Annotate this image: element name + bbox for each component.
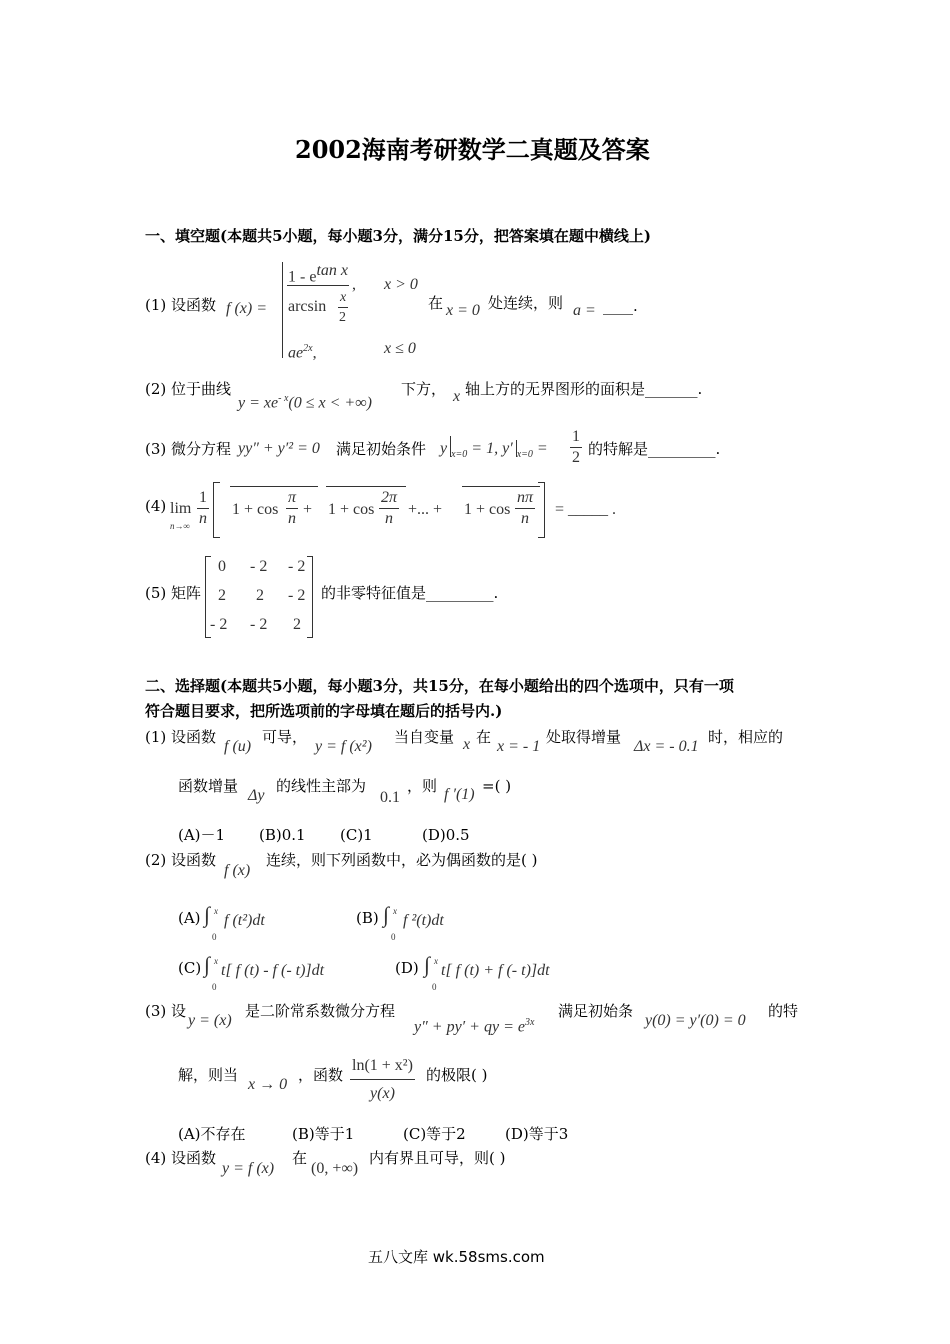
q3-rest: 的特解是_________. xyxy=(588,440,721,458)
q4-t1: 1 + cos xyxy=(232,501,279,518)
q1-label: (1) 设函数 xyxy=(145,296,217,314)
c2-option-a: (A) xyxy=(178,909,201,927)
q1-cond2: x ≤ 0 xyxy=(384,340,416,357)
q4-plus1: + xyxy=(303,501,313,518)
c2-c-hi: x xyxy=(214,956,218,966)
q5-m12: - 2 xyxy=(288,587,306,604)
q1-case2: $ae^{2x}$, xyxy=(288,343,317,362)
c2-c-expr: t[ f (t) - f (- t)]dt xyxy=(221,962,325,979)
c1-option-b: (B)0.1 xyxy=(259,826,306,844)
q1-arcsin: arcsin xyxy=(288,298,327,315)
q1-at: x = 0 xyxy=(446,302,480,319)
c1-corr: 时，相应的 xyxy=(708,728,784,746)
q2-curve: $y = xe^{- x}(0 \le x$ < +∞) xyxy=(238,393,372,412)
q5-m22: 2 xyxy=(293,616,301,633)
c1-label: (1) 设函数 xyxy=(145,728,217,746)
c2-rest: 连续，则下列函数中，必为偶函数的是( ) xyxy=(266,851,538,869)
c3-tail: 的特 xyxy=(768,1002,799,1020)
q4-blank: = _____ . xyxy=(555,501,617,518)
c2-c-integral: ∫ xyxy=(204,952,211,977)
c2-a-integral: ∫ xyxy=(204,902,211,927)
c1-fu: f (u) xyxy=(224,738,252,755)
q1-comma1: , xyxy=(352,276,356,293)
q5-m00: 0 xyxy=(218,558,226,575)
q5-m02: - 2 xyxy=(288,558,306,575)
c1-v: 0.1 xyxy=(380,789,400,806)
q1-x-num: x xyxy=(340,290,347,305)
c3-label: (3) 设 xyxy=(145,1002,187,1020)
q4-frac1: $\frac{\pi}{n}$ xyxy=(288,489,297,527)
q4-sqrt1 xyxy=(230,486,318,487)
c2-a-hi: x xyxy=(214,906,218,916)
q3-eq: yy″ + y′² = 0 xyxy=(238,440,320,457)
q3-label: (3) 微分方程 xyxy=(145,440,232,458)
q2-rest: 轴上方的无界图形的面积是_______. xyxy=(465,380,703,398)
c2-option-d: (D) xyxy=(395,959,419,977)
q4-t2: 1 + cos xyxy=(328,501,375,518)
q4-sqrt2 xyxy=(326,486,406,487)
q4-frac3: $\frac{n\pi}{n}$ xyxy=(517,489,534,527)
c2-option-c: (C) xyxy=(178,959,202,977)
q1-two: 2 xyxy=(339,310,346,325)
q4-left-bracket xyxy=(213,482,220,538)
c2-d-hi: x xyxy=(434,956,438,966)
c3-y: y = (x) xyxy=(188,1012,232,1029)
q5-m01: - 2 xyxy=(250,558,268,575)
q4-t3: 1 + cos xyxy=(464,501,511,518)
c1-fp: f ′(1) xyxy=(444,786,475,803)
c2-a-expr: f (t²)dt xyxy=(224,912,265,929)
section1-heading: 一、填空题(本题共5小题，每小题3分，满分15分，把答案填在题中横线上) xyxy=(145,227,651,245)
footer-source: 五八文库 wk.58sms.com xyxy=(368,1248,545,1266)
c2-b-lo: 0 xyxy=(391,932,396,942)
c3-line2a: 解，则当 xyxy=(178,1066,239,1084)
c3-cond: 满足初始条 xyxy=(558,1002,634,1020)
q1-blank: ____. xyxy=(603,297,638,315)
c2-a-lo: 0 xyxy=(212,932,217,942)
c1-option-c: (C)1 xyxy=(340,826,373,844)
c1-xv: x = - 1 xyxy=(497,738,541,755)
q1-middle: 在 xyxy=(428,294,444,312)
c1-when: 当自变量 xyxy=(394,728,455,746)
q1-case1-num: $1 - e^{tan x}$ xyxy=(288,262,348,286)
c3-option-d: (D)等于3 xyxy=(505,1125,569,1143)
q5-right-bracket xyxy=(307,556,313,638)
c1-option-a: (A)－1 xyxy=(178,826,226,844)
c3-line2b: ，函数 xyxy=(298,1066,344,1084)
c3-desc: 是二阶常系数微分方程 xyxy=(245,1002,396,1020)
c1-line2a: 函数增量 xyxy=(178,777,239,795)
q5-m21: - 2 xyxy=(250,616,268,633)
c2-c-lo: 0 xyxy=(212,982,217,992)
c1-y: y = f (x²) xyxy=(315,738,372,755)
q1-cond1: x > 0 xyxy=(384,276,418,293)
q4-right-bracket xyxy=(538,482,545,538)
q1-small-frac xyxy=(338,307,348,308)
c4-label: (4) 设函数 xyxy=(145,1149,217,1167)
q4-one-over-n: $\frac{1}{n}$ xyxy=(199,489,207,527)
c3-option-c: (C)等于2 xyxy=(403,1125,466,1143)
c1-x: x xyxy=(463,736,471,753)
section2-heading-line2: 符合题目要求，把所选项前的字母填在题后的括号内.) xyxy=(145,702,503,720)
c4-rest: 内有界且可导，则( ) xyxy=(369,1149,506,1167)
c2-fx: f (x) xyxy=(224,862,251,879)
c1-then: ，则 xyxy=(407,777,438,795)
q3-half: $\frac{1}{2}$ xyxy=(572,428,580,466)
section2-heading-line1: 二、选择题(本题共5小题，每小题3分，共15分，在每小题给出的四个选项中，只有一项 xyxy=(145,677,734,695)
q5-rest: 的非零特征值是_________. xyxy=(321,584,499,602)
c1-at: 在 xyxy=(476,728,492,746)
c2-option-b: (B) xyxy=(356,909,379,927)
c1-option-d: (D)0.5 xyxy=(422,826,470,844)
c2-d-integral: ∫ xyxy=(424,952,431,977)
c3-init: y(0) = y′(0) = 0 xyxy=(645,1012,746,1029)
q1-cont: 处连续，则 xyxy=(488,294,564,312)
c3-lim: x → 0 xyxy=(248,1076,288,1093)
c2-b-hi: x xyxy=(393,906,397,916)
q4-lim: lim xyxy=(170,500,192,517)
c3-eq: y″ + py′ + qy = $e^{3x}$ xyxy=(414,1017,535,1036)
c1-line2b: 的线性主部为 xyxy=(276,777,367,795)
q2-below: 下方， xyxy=(401,380,447,398)
q3-init: y $_{x=0}$ = 1, y′ $_{x=0}$ = xyxy=(440,440,548,464)
c1-incr: 处取得增量 xyxy=(546,728,622,746)
c2-label: (2) 设函数 xyxy=(145,851,217,869)
q1-a: a = xyxy=(573,302,596,319)
q5-label: (5) 矩阵 xyxy=(145,584,202,602)
q4-dots: +... + xyxy=(408,501,443,518)
c1-deriv: 可导， xyxy=(262,728,308,746)
c3-rest: 的极限( ) xyxy=(426,1066,488,1084)
q1-brace xyxy=(282,262,283,358)
q4-lim-sub: n→∞ xyxy=(170,521,190,531)
q4-sqrt3 xyxy=(462,486,540,487)
c3-option-b: (B)等于1 xyxy=(292,1125,355,1143)
q1-frac-line xyxy=(287,285,349,286)
c2-d-lo: 0 xyxy=(432,982,437,992)
q3-cond: 满足初始条件 xyxy=(336,440,427,458)
q4-frac2: $\frac{2\pi}{n}$ xyxy=(381,489,398,527)
c2-b-expr: f ²(t)dt xyxy=(403,912,444,929)
q4-label: (4) xyxy=(145,497,167,515)
c1-paren: =( ) xyxy=(482,777,512,795)
q2-x: x xyxy=(453,388,461,405)
c3-option-a: (A)不存在 xyxy=(178,1125,246,1143)
c4-interval: (0, +∞) xyxy=(311,1160,359,1177)
q1-func: f (x) = xyxy=(226,300,267,317)
c3-frac: $\frac{\text{ln(1 + x²)}}{y(x)}$ xyxy=(352,1057,413,1102)
c2-d-expr: t[ f (t) + f (- t)]dt xyxy=(441,962,550,979)
q2-label: (2) 位于曲线 xyxy=(145,380,232,398)
c4-y: y = f (x) xyxy=(222,1160,275,1177)
c1-dx: Δx = - 0.1 xyxy=(634,738,699,755)
q5-m11: 2 xyxy=(256,587,264,604)
c4-at: 在 xyxy=(292,1149,308,1167)
page-title: 2002海南考研数学二真题及答案 xyxy=(295,135,650,164)
q5-m20: - 2 xyxy=(210,616,228,633)
c1-dy: Δy xyxy=(248,787,265,804)
q5-m10: 2 xyxy=(218,587,226,604)
c2-b-integral: ∫ xyxy=(383,902,390,927)
